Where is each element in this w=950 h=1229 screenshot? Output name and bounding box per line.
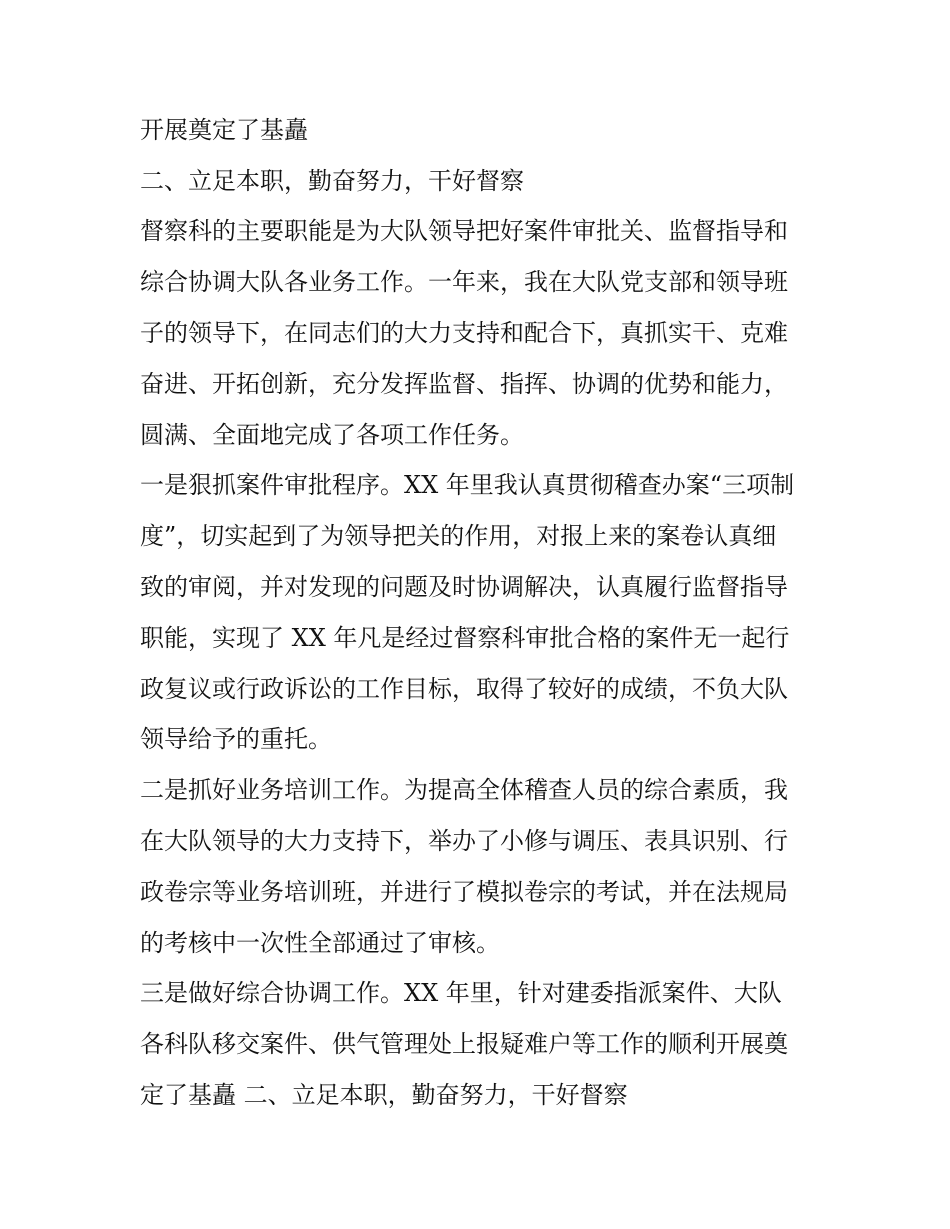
text-line: 政复议或行政诉讼的工作目标，取得了较好的成绩，不负大队 [140,675,788,703]
text-line: 致的审阅，并对发现的问题及时协调解决，认真履行监督指导 [140,573,788,601]
text-line: 二是抓好业务培训工作。为提高全体稽查人员的综合素质，我 [140,776,788,804]
text-line: 三是做好综合协调工作。XX 年里，针对建委指派案件、大队 [140,979,782,1007]
text-line: 圆满、全面地完成了各项工作任务。 [140,421,524,449]
text-line: 开展奠定了基矗 [140,116,308,144]
text-line: 在大队领导的大力支持下，举办了小修与调压、表具识别、行 [140,827,788,855]
text-line: 度”，切实起到了为领导把关的作用，对报上来的案卷认真细 [140,522,777,550]
text-line: 奋进、开拓创新，充分发挥监督、指挥、协调的优势和能力， [140,370,788,398]
text-line: 职能，实现了 XX 年凡是经过督察科审批合格的案件无一起行 [140,624,790,652]
text-line: 综合协调大队各业务工作。一年来，我在大队党支部和领导班 [140,268,788,296]
text-line: 领导给予的重托。 [140,725,332,753]
text-line: 二、立足本职，勤奋努力，干好督察 [140,167,524,195]
text-line: 政卷宗等业务培训班，并进行了模拟卷宗的考试，并在法规局 [140,878,788,906]
text-line: 的考核中一次性全部通过了审核。 [140,929,500,957]
text-line: 督察科的主要职能是为大队领导把好案件审批关、监督指导和 [140,217,788,245]
text-line: 子的领导下，在同志们的大力支持和配合下，真抓实干、克难 [140,319,788,347]
text-line: 各科队移交案件、供气管理处上报疑难户等工作的顺利开展奠 [140,1030,788,1058]
text-line: 定了基矗 二、立足本职，勤奋努力，干好督察 [140,1081,628,1109]
text-line: 一是狠抓案件审批程序。XX 年里我认真贯彻稽查办案“三项制 [140,471,795,499]
